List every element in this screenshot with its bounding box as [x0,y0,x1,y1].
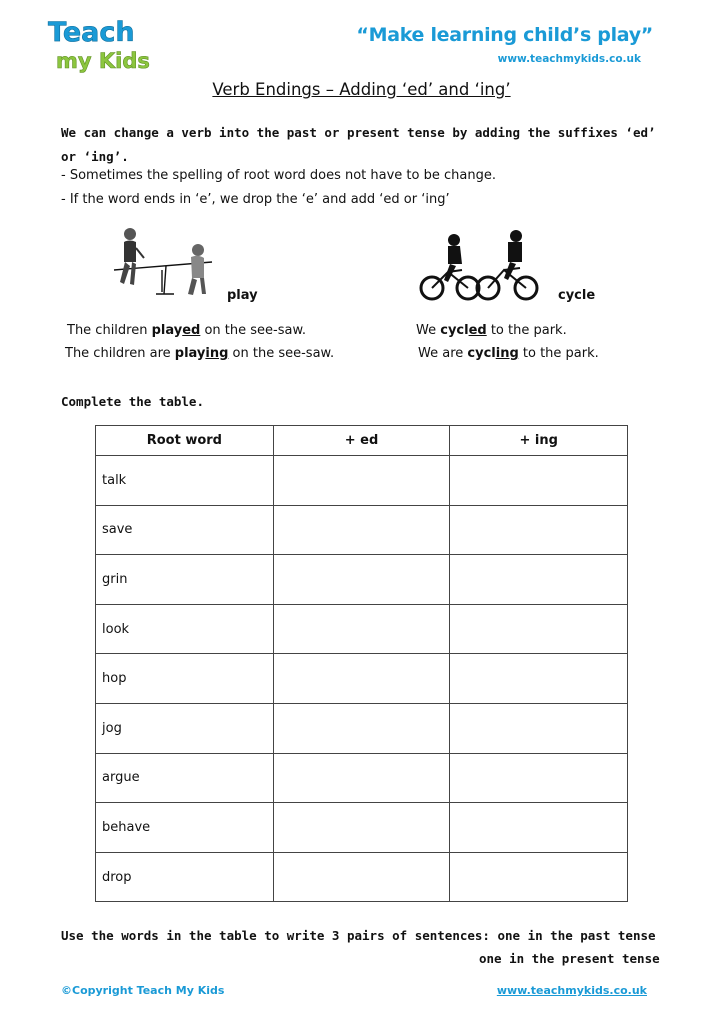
intro-text: We can change a verb into the past or present tense by adding the suffixes ‘ed’ or ‘ing’. [61,125,656,164]
ing-answer-cell[interactable] [450,505,628,555]
ing-answer-cell[interactable] [450,604,628,654]
ed-answer-cell[interactable] [273,604,450,654]
header-plus-ing: + ing [450,426,628,456]
table-header-row [96,426,628,456]
page-title: Verb Endings – Adding ‘ed’ and ‘ing’ [212,80,511,99]
table-row [96,505,628,555]
logo-line2: my Kids [56,49,150,73]
cycling-children-picture [418,228,548,302]
ing-answer-cell[interactable] [450,852,628,902]
complete-the-table-label: Complete the table. [61,394,204,409]
table-row [96,703,628,753]
footer-url-link[interactable]: www.teachmykids.co.uk [496,984,647,997]
ed-answer-cell[interactable] [273,555,450,605]
root-word-cell: save [96,505,274,555]
root-word-cell: grin [96,555,274,605]
table-row [96,555,628,605]
seesaw-children-picture [108,222,220,300]
root-word-cell: hop [96,654,274,704]
table-row [96,803,628,853]
root-word-cell: argue [96,753,274,803]
table-row [96,852,628,902]
table-row [96,753,628,803]
ed-answer-cell[interactable] [273,654,450,704]
sentence-played: The children played on the see-saw. [67,323,307,338]
ing-answer-cell[interactable] [450,703,628,753]
ing-answer-cell[interactable] [450,456,628,506]
ing-answer-cell[interactable] [450,803,628,853]
header-url: www.teachmykids.co.uk [497,53,641,65]
table-row [96,654,628,704]
ed-answer-cell[interactable] [273,852,450,902]
logo-line1: Teach [48,17,135,48]
ed-answer-cell[interactable] [273,703,450,753]
root-word-cell: talk [96,456,274,506]
rule-1: - Sometimes the spelling of root word does not have to be change. [61,168,496,183]
header-plus-ed: + ed [273,426,450,456]
ing-answer-cell[interactable] [450,654,628,704]
ing-answer-cell[interactable] [450,555,628,605]
tagline: “Make learning child’s play” [356,24,653,46]
teach-my-kids-logo [46,14,166,74]
table-row [96,456,628,506]
ed-answer-cell[interactable] [273,753,450,803]
verb-label-cycle: cycle [558,288,596,303]
ed-answer-cell[interactable] [273,505,450,555]
verb-label-play: play [227,288,258,303]
root-word-cell: jog [96,703,274,753]
task-instruction-line2: one in the present tense [479,951,660,966]
ed-answer-cell[interactable] [273,456,450,506]
task-instruction: Use the words in the table to write 3 pairs of sentences: one in the past tense [61,928,656,943]
root-word-cell: drop [96,852,274,902]
sentence-cycled: We cycled to the park. [416,323,567,338]
ing-answer-cell[interactable] [450,753,628,803]
footer-copyright: ©Copyright Teach My Kids [61,984,225,997]
sentence-playing: The children are playing on the see-saw. [65,346,335,361]
sentence-cycling: We are cycling to the park. [418,346,599,361]
ed-answer-cell[interactable] [273,803,450,853]
table-row [96,604,628,654]
root-word-cell: look [96,604,274,654]
rule-2: - If the word ends in ‘e’, we drop the ‘e’ and add ‘ed or ‘ing’ [61,192,450,207]
header-root-word: Root word [96,426,274,456]
root-word-cell: behave [96,803,274,853]
verb-table [95,425,628,902]
